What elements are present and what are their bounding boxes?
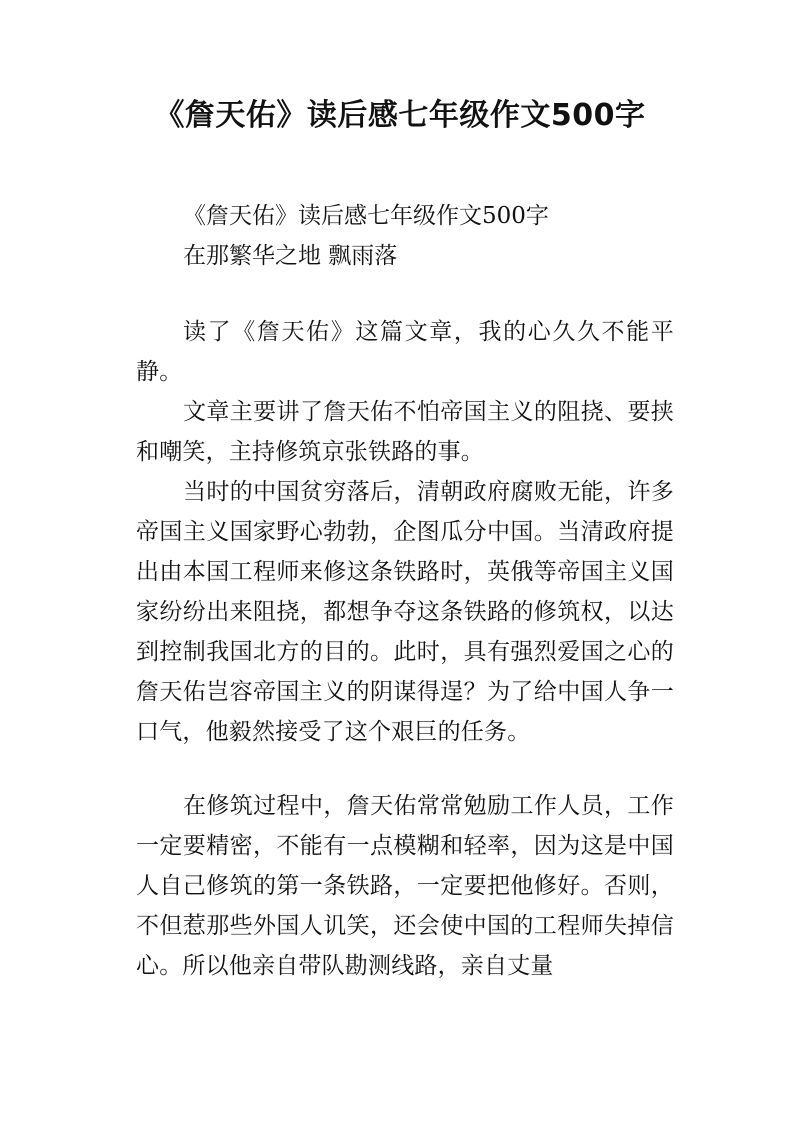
paragraph-4: 在修筑过程中，詹天佑常常勉励工作人员，工作一定要精密，不能有一点模糊和轻率，因为这是中国人自己修筑的第一条铁路，一定要把他修好。否则，不但惹那些外国人讥笑，还会使中国的工程师失掉信心。所以他亲自带队勘测线路，亲自丈量 [136,793,674,979]
paragraph-3: 当时的中国贫穷落后，清朝政府腐败无能，许多帝国主义国家野心勃勃，企图瓜分中国。当清政府提出由本国工程师来修这条铁路时，英俄等帝国主义国家纷纷出来阻挠，都想争夺这条铁路的修筑权，以达到控制我国北方的目的。此时，具有强烈爱国之心的詹天佑岂容帝国主义的阴谋得逞？为了给中国人争一口气，他毅然接受了这个艰巨的任务。 [136,479,674,745]
paragraph-1: 读了《詹天佑》这篇文章，我的心久久不能平静。 [136,319,674,385]
document-title: 《詹天佑》读后感七年级作文500字 [154,98,646,133]
paragraph-2: 文章主要讲了詹天佑不怕帝国主义的阻挠、要挟和嘲笑，主持修筑京张铁路的事。 [136,399,674,465]
document-subtitle: 《詹天佑》读后感七年级作文500字 [183,203,549,229]
author-line: 在那繁华之地 飘雨落 [183,243,398,269]
spacer [136,276,674,312]
spacer [136,752,674,786]
document-body [136,196,674,986]
